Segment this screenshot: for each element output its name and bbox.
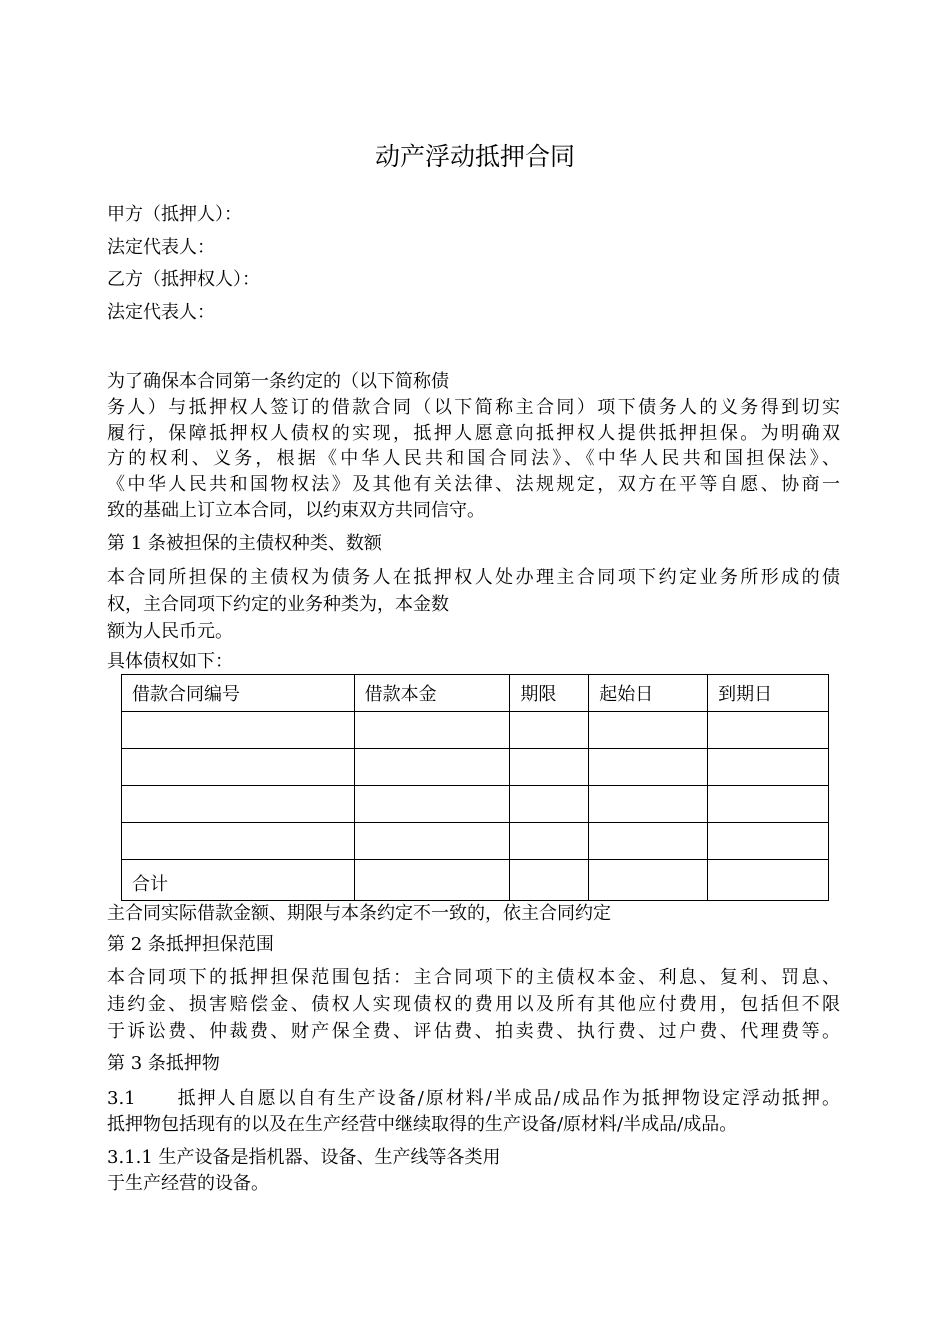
table-cell [589, 860, 708, 901]
table-cell [122, 749, 355, 786]
table-cell [354, 712, 510, 749]
preamble-line: 《中华人民共和国物权法》及其他有关法律、法规规定，双方在平等自愿、协商一 [107, 474, 840, 495]
party-a-representative-line: 法定代表人： [107, 237, 215, 258]
header-due-date: 到期日 [708, 675, 829, 712]
table-total-row [122, 860, 829, 901]
table-cell [708, 860, 829, 901]
article-1-body-line: 权，主合同项下约定的业务种类为，本金数 [107, 594, 449, 615]
preamble-line: 务人）与抵押权人签订的借款合同（以下简称主合同）项下债务人的义务得到切实 [107, 397, 840, 418]
table-row [122, 786, 829, 823]
article-2-body-line: 于诉讼费、仲裁费、财产保全费、评估费、拍卖费、执行费、过户费、代理费等。 [107, 1021, 840, 1042]
article-1-body-line: 本合同所担保的主债权为债务人在抵押权人处办理主合同项下约定业务所形成的债 [107, 567, 840, 588]
table-cell [589, 786, 708, 823]
table-cell [708, 786, 829, 823]
party-b-representative-line: 法定代表人： [107, 302, 215, 323]
total-label: 合计 [122, 860, 355, 901]
header-start-date: 起始日 [589, 675, 708, 712]
preamble-line: 致的基础上订立本合同，以约束双方共同信守。 [107, 500, 485, 521]
article-2-heading: 第 2 条抵押担保范围 [107, 934, 274, 955]
header-term: 期限 [510, 675, 589, 712]
table-cell [354, 860, 510, 901]
table-cell [510, 749, 589, 786]
table-cell [708, 823, 829, 860]
article-1-body-line: 额为人民币元。 [107, 621, 233, 642]
table-cell [122, 786, 355, 823]
party-b-line: 乙方（抵押权人）： [107, 269, 260, 290]
clause-3-1-line: 抵押物包括现有的以及在生产经营中继续取得的生产设备/原材料/半成品/成品。 [107, 1114, 738, 1135]
clause-3-1-line: 3.1 抵押人自愿以自有生产设备/原材料/半成品/成品作为抵押物设定浮动抵押。 [107, 1088, 840, 1109]
article-2-body-line: 违约金、损害赔偿金、债权人实现债权的费用以及所有其他应付费用，包括但不限 [107, 994, 840, 1015]
table-header-row [122, 675, 829, 712]
table-cell [708, 749, 829, 786]
table-cell [122, 823, 355, 860]
table-cell [510, 823, 589, 860]
table-row [122, 712, 829, 749]
clause-3-1-1-line: 于生产经营的设备。 [107, 1173, 269, 1194]
table-cell [589, 712, 708, 749]
table-cell [354, 786, 510, 823]
article-1-note: 主合同实际借款金额、期限与本条约定不一致的，依主合同约定 [107, 903, 611, 924]
table-cell [510, 860, 589, 901]
debt-table [121, 674, 829, 901]
table-row [122, 749, 829, 786]
preamble-line: 履行，保障抵押权人债权的实现，抵押人愿意向抵押权人提供抵押担保。为明确双 [107, 423, 840, 444]
table-cell [589, 749, 708, 786]
table-cell [708, 712, 829, 749]
table-cell [510, 712, 589, 749]
preamble-line: 为了确保本合同第一条约定的（以下简称债 [107, 371, 449, 392]
header-principal: 借款本金 [354, 675, 510, 712]
table-row [122, 823, 829, 860]
table-cell [589, 823, 708, 860]
document-title: 动产浮动抵押合同 [374, 142, 575, 171]
header-loan-contract-no: 借款合同编号 [122, 675, 355, 712]
clause-3-1-1-line: 3.1.1 生产设备是指机器、设备、生产线等各类用 [107, 1147, 501, 1168]
table-cell [122, 712, 355, 749]
article-2-body-line: 本合同项下的抵押担保范围包括：主合同项下的主债权本金、利息、复利、罚息、 [107, 967, 840, 988]
table-cell [354, 749, 510, 786]
article-1-heading: 第 1 条被担保的主债权种类、数额 [107, 533, 382, 554]
table-intro: 具体债权如下： [107, 651, 233, 672]
preamble-line: 方的权利、义务，根据《中华人民共和国合同法》、《中华人民共和国担保法》、 [107, 448, 840, 469]
table-cell [510, 786, 589, 823]
table-cell [354, 823, 510, 860]
party-a-line: 甲方（抵押人）： [107, 204, 242, 225]
article-3-heading: 第 3 条抵押物 [107, 1053, 220, 1074]
